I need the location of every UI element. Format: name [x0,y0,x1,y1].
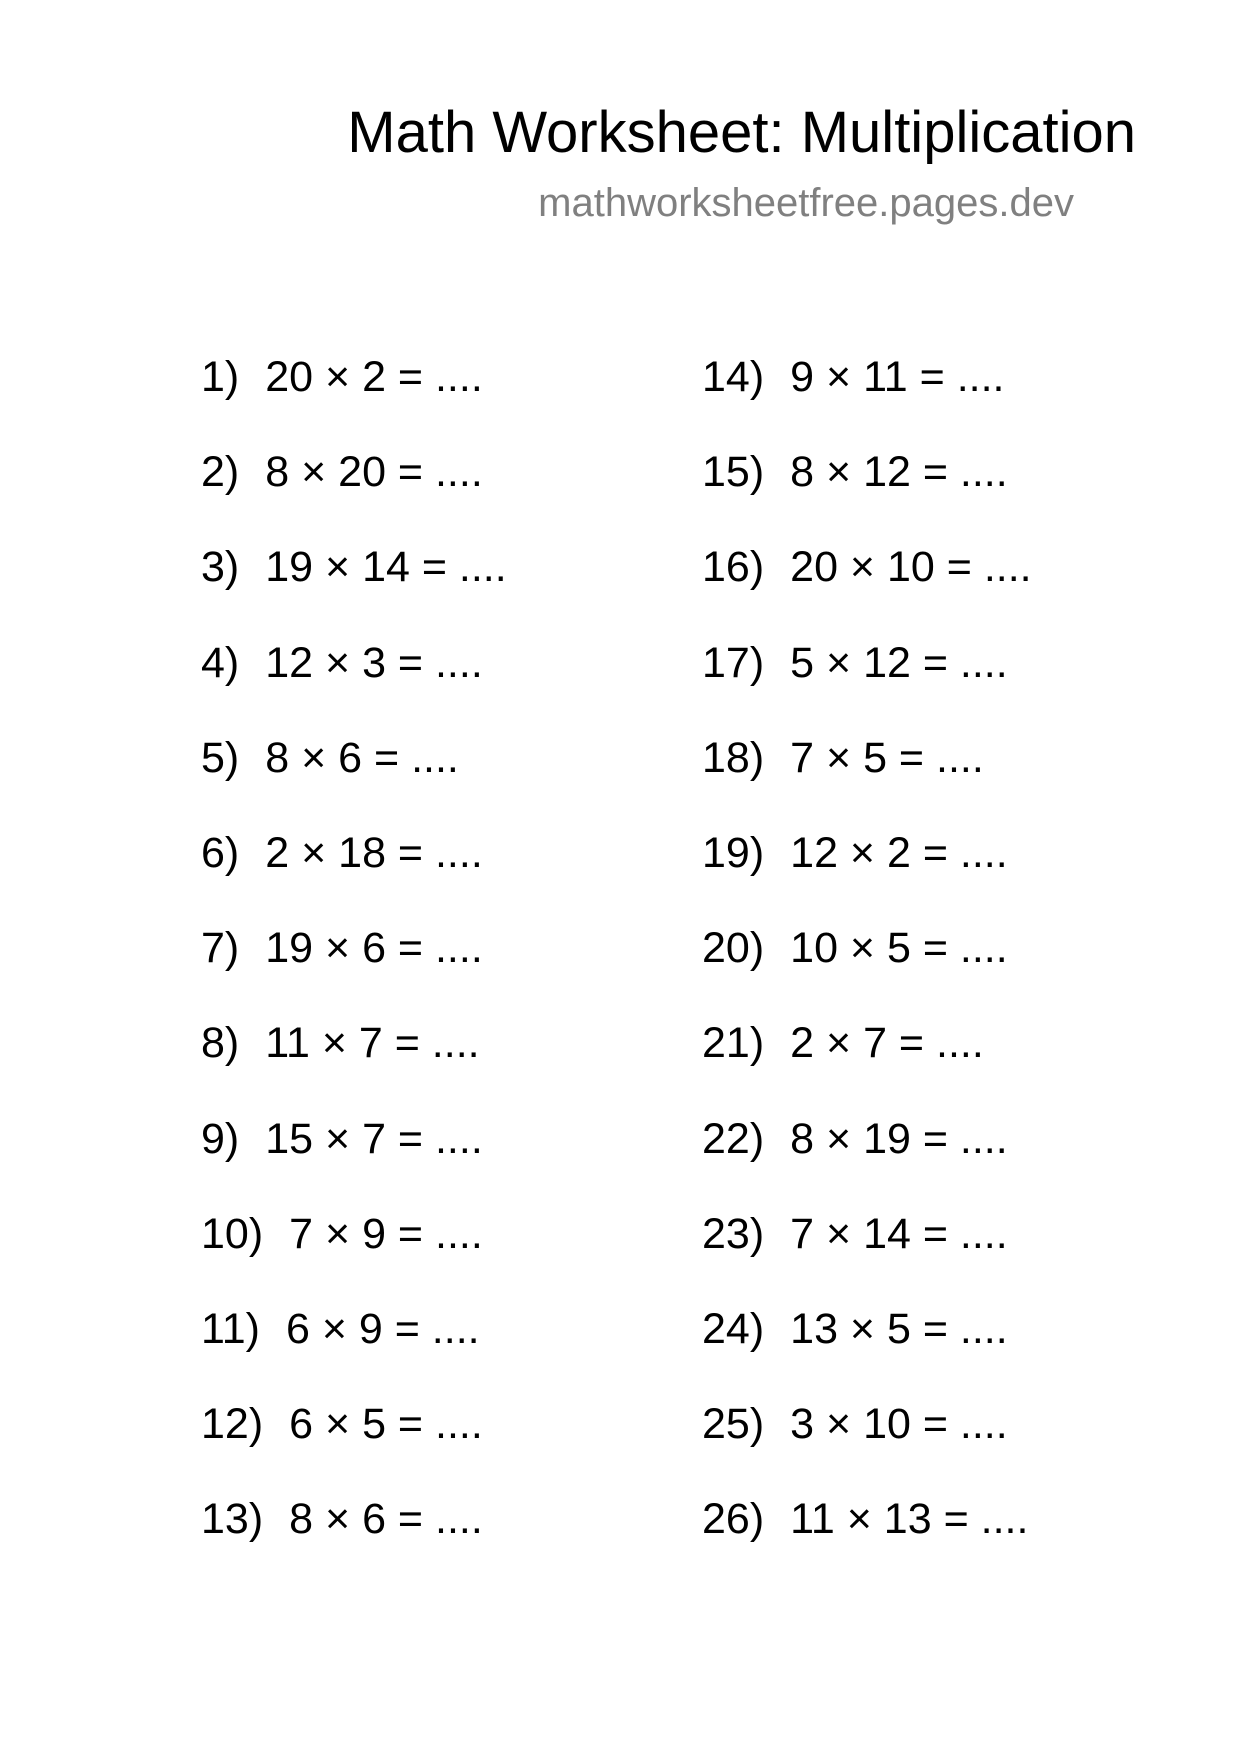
problem-number: 13) [201,1495,264,1544]
problem-number: 6) [201,828,240,877]
problems-column-left [201,344,507,1581]
problem-expression: 2 × 18 = .... [265,828,483,877]
problem-expression: 8 × 6 = .... [289,1495,483,1544]
problem-item [702,630,1032,725]
problem-item [201,1010,507,1105]
problem-item [702,820,1032,915]
problem-number: 19) [702,828,765,877]
problem-number: 18) [702,733,765,782]
worksheet-title: Math Worksheet: Multiplication [347,100,1136,165]
problem-number: 1) [201,353,240,401]
problem-item [201,820,507,915]
problem-item [702,1391,1032,1486]
problem-item [702,344,1032,439]
problem-number: 21) [702,1019,765,1068]
problem-number: 16) [702,543,765,592]
problem-expression: 8 × 6 = .... [265,733,459,782]
problem-item [201,534,507,629]
problem-item [702,534,1032,629]
problem-item [201,1391,507,1486]
problem-expression: 20 × 2 = .... [265,353,483,401]
problem-item [201,439,507,534]
problem-expression: 12 × 3 = .... [265,638,483,687]
problem-item [702,1201,1032,1296]
problem-item [702,1486,1032,1581]
problem-expression: 3 × 10 = .... [790,1400,1008,1449]
problem-expression: 7 × 14 = .... [790,1209,1008,1258]
problem-number: 11) [201,1304,260,1353]
problem-expression: 10 × 5 = .... [790,924,1008,973]
problem-expression: 15 × 7 = .... [265,1114,483,1163]
problem-item [201,1106,507,1201]
problem-number: 14) [702,353,765,401]
problem-expression: 7 × 9 = .... [289,1209,483,1258]
problem-number: 2) [201,448,240,497]
problem-number: 20) [702,924,765,973]
problem-item [702,725,1032,820]
problem-expression: 12 × 2 = .... [790,828,1008,877]
problem-number: 5) [201,733,240,782]
problem-expression: 11 × 13 = .... [790,1495,1029,1544]
problem-expression: 9 × 11 = .... [790,353,1005,401]
problem-number: 7) [201,924,240,973]
problem-number: 15) [702,448,765,497]
problem-expression: 6 × 5 = .... [289,1400,483,1449]
problem-expression: 7 × 5 = .... [790,733,984,782]
problems-column-right [702,344,1032,1581]
problem-item [201,1296,507,1391]
problem-item [201,725,507,820]
problem-expression: 20 × 10 = .... [790,543,1032,592]
problem-item [702,439,1032,534]
problem-number: 3) [201,543,240,592]
problem-expression: 8 × 19 = .... [790,1114,1008,1163]
problem-number: 8) [201,1019,240,1068]
problem-number: 17) [702,638,765,687]
problem-expression: 8 × 20 = .... [265,448,483,497]
problem-item [201,915,507,1010]
problem-expression: 8 × 12 = .... [790,448,1008,497]
problem-item [702,1010,1032,1105]
problem-number: 22) [702,1114,765,1163]
problem-item [702,1106,1032,1201]
worksheet-subtitle: mathworksheetfree.pages.dev [538,181,1074,225]
problem-number: 23) [702,1209,765,1258]
problem-number: 24) [702,1304,765,1353]
problem-expression: 5 × 12 = .... [790,638,1008,687]
problem-number: 12) [201,1400,264,1449]
problem-item [201,630,507,725]
problem-number: 4) [201,638,240,687]
problem-item [702,915,1032,1010]
problem-expression: 19 × 14 = .... [265,543,507,592]
problem-item [201,344,507,439]
problem-expression: 6 × 9 = .... [285,1304,480,1353]
problem-expression: 19 × 6 = .... [265,924,483,973]
problem-number: 10) [201,1209,264,1258]
problem-item [201,1201,507,1296]
problem-number: 9) [201,1114,240,1163]
problem-number: 25) [702,1400,765,1449]
problem-expression: 13 × 5 = .... [790,1304,1008,1353]
problem-expression: 11 × 7 = .... [265,1019,480,1068]
problem-expression: 2 × 7 = .... [790,1019,984,1068]
problem-item [702,1296,1032,1391]
problem-item [201,1486,507,1581]
problem-number: 26) [702,1495,765,1544]
